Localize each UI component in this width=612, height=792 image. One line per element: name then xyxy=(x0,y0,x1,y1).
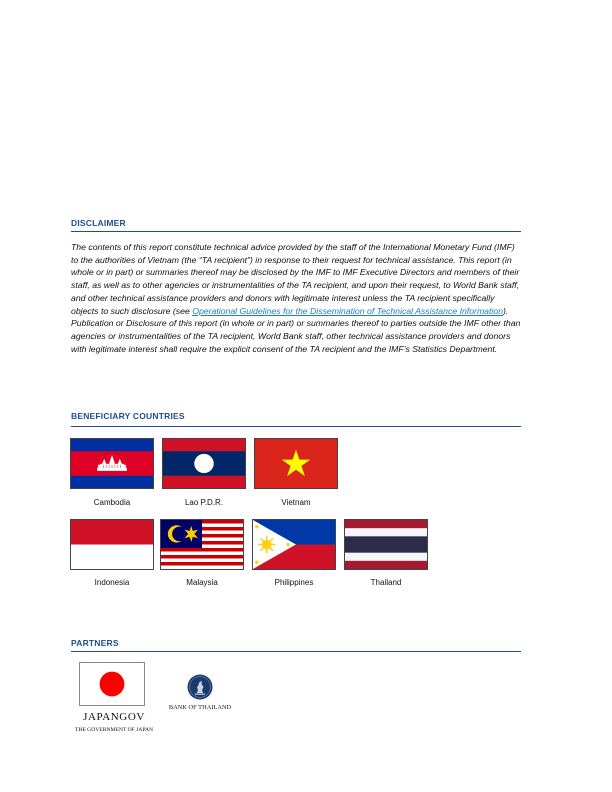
japan-gov-subtitle: THE GOVERNMENT OF JAPAN xyxy=(74,727,154,733)
lao-flag-icon xyxy=(162,438,246,489)
disclaimer-text-part-1: The contents of this report constitute technical advice provided by the staff of the International Monetary Fund (IMF) to the authorities of Vietnam (the “TA recipient”) in response to their request for technical assistance. This report (in whole or in part) or summaries thereof may be disclosed by the IMF to IMF Executive Directors and members of their staff, as well as to other agencies or instrumentalities of the TA recipient, and upon their request, to World Bank staff, and other technical assistance providers and donors with legitimate interest unless the TA recipient specifically objects to such disclosure (see xyxy=(71,242,520,316)
indonesia-flag-icon xyxy=(70,519,154,570)
beneficiary-rule xyxy=(71,426,521,427)
japan-flag-icon xyxy=(79,662,145,706)
malaysia-flag-icon xyxy=(160,519,244,570)
cambodia-flag-icon xyxy=(70,438,154,489)
vietnam-flag-icon xyxy=(254,438,338,489)
country-label-lao: Lao P.D.R. xyxy=(184,498,224,507)
country-label-thailand: Thailand xyxy=(370,578,402,587)
disclaimer-heading: DISCLAIMER xyxy=(71,218,126,228)
country-label-indonesia: Indonesia xyxy=(94,578,130,587)
disclaimer-body xyxy=(71,241,523,355)
country-label-cambodia: Cambodia xyxy=(93,498,131,507)
bank-of-thailand-seal-icon xyxy=(187,674,213,700)
disclaimer-rule xyxy=(71,231,521,232)
bank-of-thailand-name: BANK OF THAILAND xyxy=(168,704,232,711)
country-label-malaysia: Malaysia xyxy=(186,578,218,587)
partners-rule xyxy=(71,651,521,652)
partners-heading: PARTNERS xyxy=(71,638,119,648)
disclaimer-text-part-2: ). Publication or Disclosure of this report (in whole or in part) or summaries thereof to parties outside the IMF other than agencies or instrumentalities of the TA recipient, World Bank staff, other technical assistance providers and donors with legitimate interest shall require the explicit consent of the TA recipient and the IMF’s Statistics Department. xyxy=(71,305,521,354)
philippines-flag-icon xyxy=(252,519,336,570)
beneficiary-countries-heading: BENEFICIARY COUNTRIES xyxy=(71,411,185,421)
japan-gov-wordmark: JAPANGOV xyxy=(83,711,145,723)
thailand-flag-icon xyxy=(344,519,428,570)
country-label-vietnam: Vietnam xyxy=(281,498,311,507)
operational-guidelines-link[interactable]: Operational Guidelines for the Dissemination of Technical Assistance Information xyxy=(192,305,504,316)
country-label-philippines: Philippines xyxy=(274,578,314,587)
